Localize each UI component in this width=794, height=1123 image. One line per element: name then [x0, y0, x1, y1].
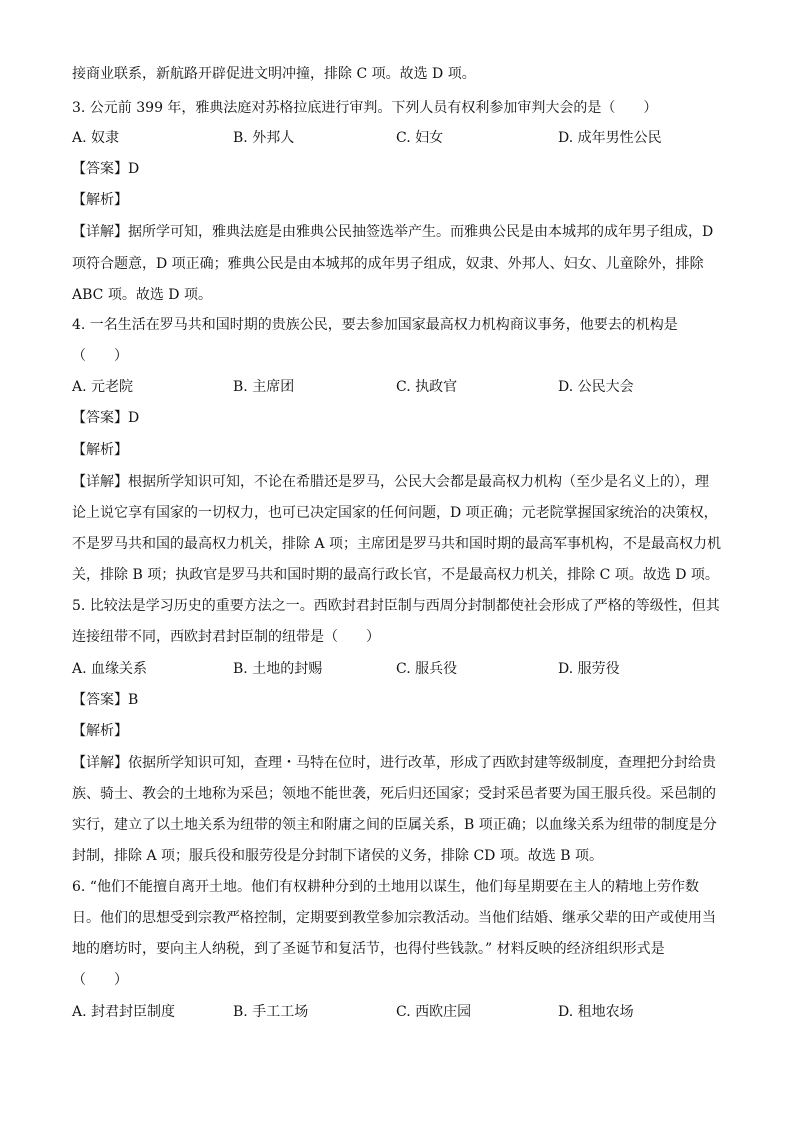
- option-c: C. 妇女: [396, 130, 444, 146]
- question-6-stem: 6. “他们不能擅自离开土地。他们有权耕种分到的土地用以谋生，他们每星期要在主人的精地上劳作数: [72, 879, 699, 895]
- question-5-detail-line: 实行，建立了以土地关系为纽带的领主和附庸之间的臣属关系，B 项正确；以血缘关系为纽带的制度是分: [72, 817, 717, 833]
- question-5-analysis-heading: 【解析】: [72, 723, 128, 739]
- question-5-detail-line: 族、骑士、教会的土地称为采邑；领地不能世袭，死后归还国家；受封采邑者要为国王服兵役。采邑制的: [72, 786, 716, 802]
- question-4-detail-line: 论上说它享有国家的一切权力，也可已决定国家的任何问题，D 项正确；元老院掌握国家统治的决策权，: [72, 505, 718, 521]
- option-b: B. 土地的封赐: [233, 661, 323, 677]
- question-5-detail-line: 封制，排除 A 项；服兵役和服劳役是分封制下诸侯的义务，排除 CD 项。故选 B 项。: [72, 848, 604, 864]
- option-a: A. 封君封臣制度: [72, 1004, 176, 1020]
- question-4-stem: 4. 一名生活在罗马共和国时期的贵族公民，要去参加国家最高权力机构商议事务，他要去的机构是: [72, 317, 678, 333]
- question-5-stem: 5. 比较法是学习历史的重要方法之一。西欧封君封臣制与西周分封制都使社会形成了严格的等级性，但其: [72, 598, 720, 614]
- option-c: C. 执政官: [396, 379, 458, 395]
- option-d: D. 服劳役: [558, 661, 620, 677]
- question-5-stem: 连接纽带不同，西欧封君封臣制的纽带是（ ）: [72, 629, 380, 645]
- option-a: A. 血缘关系: [72, 661, 148, 677]
- question-4-paren: （ ）: [72, 348, 128, 364]
- question-4-detail-line: 不是罗马共和国的最高权力机关，排除 A 项；主席团是罗马共和国时期的最高军事机构，不是最高权力机: [72, 536, 722, 552]
- question-3-detail-line: 【详解】据所学可知，雅典法庭是由雅典公民抽签选举产生。而雅典公民是由本城邦的成年男子组成，D: [72, 224, 714, 240]
- question-6-stem: 日。他们的思想受到宗教严格控制，定期要到教堂参加宗教活动。当他们结婚、继承父辈的田产或使用当: [72, 910, 716, 926]
- option-a: A. 奴隶: [72, 130, 120, 146]
- question-4-detail-line: 关，排除 B 项；执政官是罗马共和国时期的最高行政长官，不是最高权力机关，排除 C 项。故选 D 项。: [72, 567, 719, 583]
- option-d: D. 成年男性公民: [558, 130, 662, 146]
- question-6-stem: 地的磨坊时，要向主人纳税，到了圣诞节和复活节，也得付些钱款。” 材料反映的经济组织形式是: [72, 941, 665, 957]
- question-3-detail-line: 项符合题意，D 项正确；雅典公民是由本城邦的成年男子组成，奴隶、外邦人、妇女、儿童除外，排除: [72, 256, 704, 272]
- option-c: C. 服兵役: [396, 661, 458, 677]
- option-b: B. 主席团: [233, 379, 295, 395]
- question-3-stem: 3. 公元前 399 年，雅典法庭对苏格拉底进行审判。下列人员有权利参加审判大会的是（ ）: [72, 100, 658, 116]
- question-6-options: [72, 1002, 722, 1022]
- option-d: D. 公民大会: [558, 379, 634, 395]
- question-4-detail-line: 【详解】根据所学知识可知，不论在希腊还是罗马，公民大会都是最高权力机构（至少是名义上的），理: [72, 474, 709, 490]
- question-4-analysis-heading: 【解析】: [72, 442, 128, 458]
- question-3-answer: 【答案】D: [72, 161, 140, 177]
- question-4-options: [72, 377, 722, 397]
- question-5-answer: 【答案】B: [72, 692, 139, 708]
- question-5-options: [72, 659, 722, 679]
- option-c: C. 西欧庄园: [396, 1004, 472, 1020]
- option-a: A. 元老院: [72, 379, 134, 395]
- option-d: D. 租地农场: [558, 1004, 634, 1020]
- question-3-options: [72, 128, 722, 148]
- question-3-analysis-heading: 【解析】: [72, 192, 128, 208]
- option-b: B. 外邦人: [233, 130, 295, 146]
- question-4-answer: 【答案】D: [72, 410, 140, 426]
- question-3-detail-line: ABC 项。故选 D 项。: [72, 287, 212, 303]
- question-5-detail-line: 【详解】依据所学知识可知，查理・马特在位时，进行改革，形成了西欧封建等级制度，查理把分封给贵: [72, 755, 716, 771]
- question-6-paren: （ ）: [72, 972, 128, 988]
- previous-answer-tail: 接商业联系，新航路开辟促进文明冲撞，排除 C 项。故选 D 项。: [72, 66, 476, 82]
- option-b: B. 手工工场: [233, 1004, 309, 1020]
